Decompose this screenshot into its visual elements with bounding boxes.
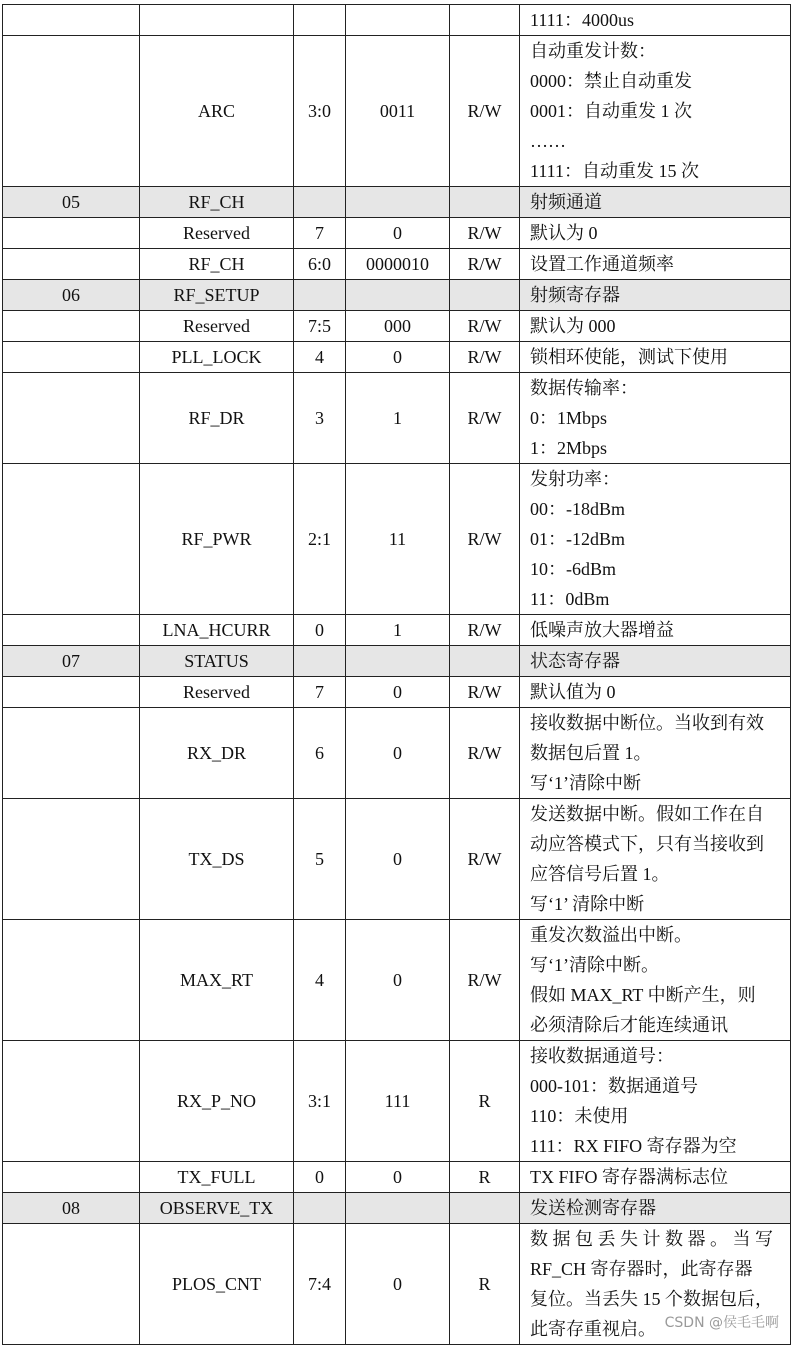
- access-type-cell: R/W: [450, 464, 520, 615]
- register-name-cell: TX_DS: [140, 799, 294, 920]
- register-field-row: [3, 464, 791, 615]
- bit-range-cell: 0: [294, 615, 346, 646]
- reset-value-cell: 111: [346, 1041, 450, 1162]
- bit-range-cell: 5: [294, 799, 346, 920]
- register-name-cell: RF_CH: [140, 187, 294, 218]
- register-table-body: [3, 5, 791, 1345]
- register-section-row: [3, 646, 791, 677]
- reset-value-cell: [346, 5, 450, 36]
- register-name-cell: Reserved: [140, 218, 294, 249]
- reset-value-cell: [346, 280, 450, 311]
- description-line: 自动重发计数：: [530, 41, 656, 61]
- description-line: 0000：禁止自动重发: [530, 71, 692, 91]
- description-line: 此寄存重视启。: [530, 1319, 656, 1339]
- access-type-cell: [450, 187, 520, 218]
- reset-value-cell: 0: [346, 677, 450, 708]
- description-line: 0001：自动重发 1 次: [530, 101, 692, 121]
- access-type-cell: R: [450, 1162, 520, 1193]
- address-cell: [3, 920, 140, 1041]
- bit-range-cell: 3: [294, 373, 346, 464]
- description-cell: [520, 1041, 791, 1162]
- register-name-cell: RX_P_NO: [140, 1041, 294, 1162]
- register-name-cell: PLL_LOCK: [140, 342, 294, 373]
- description-line: 射频通道: [530, 192, 602, 212]
- address-cell: 07: [3, 646, 140, 677]
- access-type-cell: R: [450, 1224, 520, 1345]
- register-name-cell: RF_PWR: [140, 464, 294, 615]
- bit-range-cell: 2:1: [294, 464, 346, 615]
- reset-value-cell: 0000010: [346, 249, 450, 280]
- access-type-cell: R/W: [450, 218, 520, 249]
- register-name-cell: TX_FULL: [140, 1162, 294, 1193]
- bit-range-cell: 7:5: [294, 311, 346, 342]
- address-cell: [3, 36, 140, 187]
- bit-range-cell: 3:0: [294, 36, 346, 187]
- description-line: 110：未使用: [530, 1106, 629, 1126]
- description-cell: [520, 920, 791, 1041]
- register-field-row: [3, 249, 791, 280]
- register-name-cell: RX_DR: [140, 708, 294, 799]
- description-cell: [520, 464, 791, 615]
- register-name-cell: ARC: [140, 36, 294, 187]
- access-type-cell: R/W: [450, 373, 520, 464]
- address-cell: 05: [3, 187, 140, 218]
- register-field-row: [3, 5, 791, 36]
- description-line: 数据传输率：: [530, 378, 638, 398]
- description-line: 数 据 包 丢 失 计 数 器 。 当 写: [530, 1229, 773, 1249]
- address-cell: [3, 799, 140, 920]
- bit-range-cell: 3:1: [294, 1041, 346, 1162]
- reset-value-cell: 0: [346, 1162, 450, 1193]
- description-line: 假如 MAX_RT 中断产生，则: [530, 985, 756, 1005]
- access-type-cell: R/W: [450, 342, 520, 373]
- address-cell: [3, 218, 140, 249]
- access-type-cell: [450, 5, 520, 36]
- access-type-cell: R/W: [450, 920, 520, 1041]
- address-cell: [3, 1224, 140, 1345]
- reset-value-cell: [346, 187, 450, 218]
- access-type-cell: R/W: [450, 708, 520, 799]
- reset-value-cell: 0011: [346, 36, 450, 187]
- register-field-row: [3, 36, 791, 187]
- access-type-cell: [450, 1193, 520, 1224]
- description-cell: [520, 342, 791, 373]
- bit-range-cell: 4: [294, 920, 346, 1041]
- address-cell: [3, 464, 140, 615]
- register-field-row: [3, 218, 791, 249]
- bit-range-cell: [294, 646, 346, 677]
- address-cell: [3, 677, 140, 708]
- bit-range-cell: [294, 5, 346, 36]
- register-name-cell: [140, 5, 294, 36]
- description-cell: [520, 218, 791, 249]
- register-section-row: [3, 1193, 791, 1224]
- description-line: 111：RX FIFO 寄存器为空: [530, 1136, 737, 1156]
- description-line: 00：-18dBm: [530, 499, 626, 519]
- description-line: 锁相环使能，测试下使用: [530, 347, 728, 367]
- description-line: 0：1Mbps: [530, 408, 608, 428]
- description-cell: [520, 708, 791, 799]
- bit-range-cell: 7: [294, 218, 346, 249]
- description-cell: [520, 36, 791, 187]
- register-name-cell: PLOS_CNT: [140, 1224, 294, 1345]
- bit-range-cell: 6:0: [294, 249, 346, 280]
- description-cell: [520, 615, 791, 646]
- register-field-row: [3, 311, 791, 342]
- description-cell: [520, 677, 791, 708]
- bit-range-cell: [294, 1193, 346, 1224]
- description-cell: [520, 373, 791, 464]
- description-line: 默认为 0: [530, 223, 598, 243]
- description-line: 应答信号后置 1。: [530, 864, 670, 884]
- address-cell: [3, 342, 140, 373]
- description-line: 数据包后置 1。: [530, 743, 652, 763]
- description-cell: [520, 646, 791, 677]
- address-cell: 08: [3, 1193, 140, 1224]
- register-section-row: [3, 280, 791, 311]
- address-cell: [3, 1041, 140, 1162]
- description-line: 接收数据通道号：: [530, 1046, 674, 1066]
- description-line: 写‘1’ 清除中断: [530, 894, 645, 914]
- address-cell: [3, 1162, 140, 1193]
- register-field-row: [3, 677, 791, 708]
- description-line: 动应答模式下，只有当接收到: [530, 834, 764, 854]
- register-field-row: [3, 1041, 791, 1162]
- reset-value-cell: 000: [346, 311, 450, 342]
- access-type-cell: R: [450, 1041, 520, 1162]
- reset-value-cell: 1: [346, 373, 450, 464]
- address-cell: 06: [3, 280, 140, 311]
- address-cell: [3, 249, 140, 280]
- register-name-cell: STATUS: [140, 646, 294, 677]
- reset-value-cell: [346, 646, 450, 677]
- address-cell: [3, 615, 140, 646]
- description-cell: [520, 249, 791, 280]
- reset-value-cell: 0: [346, 920, 450, 1041]
- reset-value-cell: 0: [346, 708, 450, 799]
- register-field-row: [3, 799, 791, 920]
- description-line: 发射功率：: [530, 469, 620, 489]
- description-line: 复位。当丢失 15 个数据包后，: [530, 1289, 773, 1309]
- bit-range-cell: 6: [294, 708, 346, 799]
- bit-range-cell: [294, 280, 346, 311]
- access-type-cell: R/W: [450, 311, 520, 342]
- description-line: 000-101：数据通道号: [530, 1076, 698, 1096]
- address-cell: [3, 5, 140, 36]
- description-line: 默认为 000: [530, 316, 616, 336]
- description-line: 1：2Mbps: [530, 438, 608, 458]
- register-name-cell: OBSERVE_TX: [140, 1193, 294, 1224]
- address-cell: [3, 311, 140, 342]
- address-cell: [3, 373, 140, 464]
- address-cell: [3, 708, 140, 799]
- description-cell: [520, 5, 791, 36]
- access-type-cell: [450, 280, 520, 311]
- reset-value-cell: 0: [346, 799, 450, 920]
- register-name-cell: RF_CH: [140, 249, 294, 280]
- description-line: 写‘1’清除中断。: [530, 955, 659, 975]
- bit-range-cell: 0: [294, 1162, 346, 1193]
- description-cell: [520, 187, 791, 218]
- register-field-row: [3, 342, 791, 373]
- description-line: 发送数据中断。假如工作在自: [530, 804, 764, 824]
- access-type-cell: R/W: [450, 249, 520, 280]
- register-name-cell: RF_SETUP: [140, 280, 294, 311]
- register-section-row: [3, 187, 791, 218]
- description-line: 01：-12dBm: [530, 529, 626, 549]
- description-line: 低噪声放大器增益: [530, 620, 674, 640]
- register-field-row: [3, 615, 791, 646]
- reset-value-cell: 0: [346, 1224, 450, 1345]
- reset-value-cell: 11: [346, 464, 450, 615]
- access-type-cell: [450, 646, 520, 677]
- register-name-cell: Reserved: [140, 677, 294, 708]
- access-type-cell: R/W: [450, 615, 520, 646]
- access-type-cell: R/W: [450, 799, 520, 920]
- description-cell: [520, 280, 791, 311]
- description-line: RF_CH 寄存器时，此寄存器: [530, 1259, 753, 1279]
- reset-value-cell: [346, 1193, 450, 1224]
- bit-range-cell: [294, 187, 346, 218]
- register-name-cell: Reserved: [140, 311, 294, 342]
- access-type-cell: R/W: [450, 36, 520, 187]
- description-line: 重发次数溢出中断。: [530, 925, 692, 945]
- reset-value-cell: 0: [346, 218, 450, 249]
- register-field-row: [3, 1162, 791, 1193]
- register-table: [2, 4, 791, 1345]
- reset-value-cell: 1: [346, 615, 450, 646]
- bit-range-cell: 7:4: [294, 1224, 346, 1345]
- description-line: 设置工作通道频率: [530, 254, 674, 274]
- description-cell: [520, 311, 791, 342]
- bit-range-cell: 7: [294, 677, 346, 708]
- description-cell: [520, 1162, 791, 1193]
- description-line: 射频寄存器: [530, 285, 620, 305]
- reset-value-cell: 0: [346, 342, 450, 373]
- description-line: ……: [530, 131, 566, 151]
- description-line: 1111：自动重发 15 次: [530, 161, 699, 181]
- description-line: 11：0dBm: [530, 589, 610, 609]
- description-line: 接收数据中断位。当收到有效: [530, 713, 764, 733]
- description-line: 默认值为 0: [530, 682, 616, 702]
- description-cell: [520, 799, 791, 920]
- description-line: 写‘1’清除中断: [530, 773, 641, 793]
- register-field-row: [3, 373, 791, 464]
- register-name-cell: LNA_HCURR: [140, 615, 294, 646]
- description-line: 必须清除后才能连续通讯: [530, 1015, 728, 1035]
- register-name-cell: MAX_RT: [140, 920, 294, 1041]
- register-name-cell: RF_DR: [140, 373, 294, 464]
- description-line: 1111：4000us: [530, 10, 635, 30]
- description-line: 10：-6dBm: [530, 559, 617, 579]
- access-type-cell: R/W: [450, 677, 520, 708]
- description-line: 发送检测寄存器: [530, 1198, 656, 1218]
- csdn-watermark: CSDN @侯毛毛啊: [664, 1315, 779, 1331]
- description-cell: [520, 1193, 791, 1224]
- description-line: 状态寄存器: [530, 651, 620, 671]
- register-field-row: [3, 708, 791, 799]
- description-line: TX FIFO 寄存器满标志位: [530, 1167, 729, 1187]
- register-field-row: [3, 920, 791, 1041]
- bit-range-cell: 4: [294, 342, 346, 373]
